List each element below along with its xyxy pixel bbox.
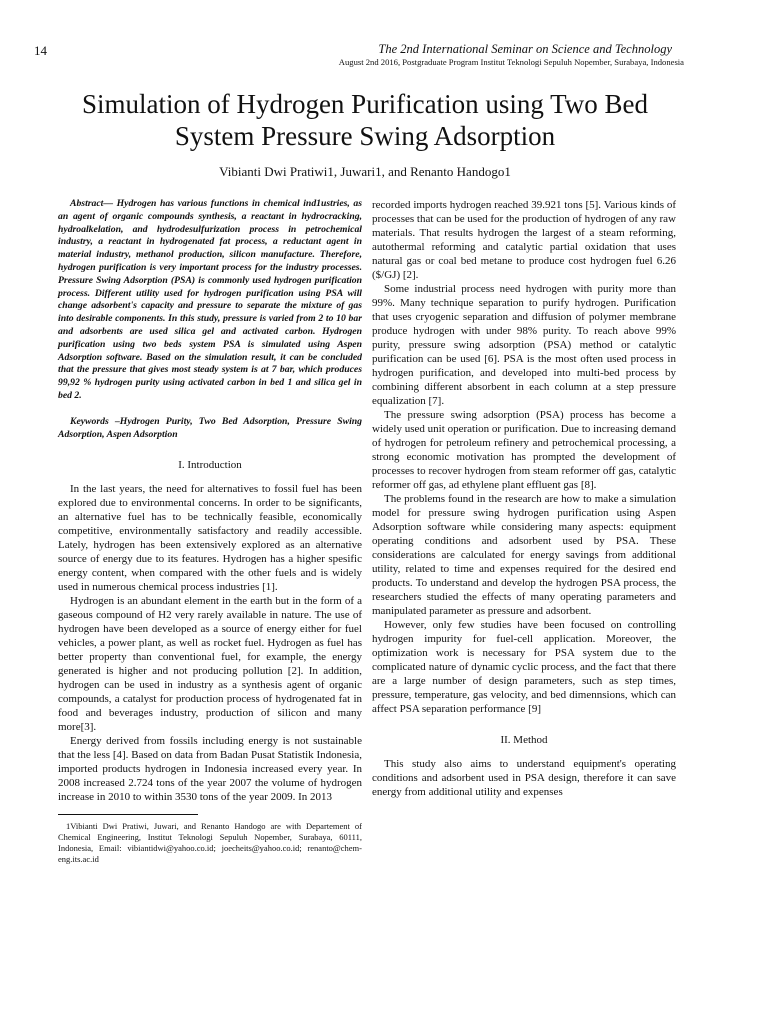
footnote: 1Vibianti Dwi Pratiwi, Juwari, and Renanto Handogo are with Departement of Chemical Engineering, Institut Teknologi Sepuluh Nopember, Surabaya, 60111, Indonesia, Email: vibiantidwi@yahoo.co.id; joecheits@yahoo.co.id; renanto@chem-eng.its.ac.id: [58, 821, 362, 864]
footnote-rule: [58, 814, 198, 815]
left-column: [58, 198, 362, 865]
body-paragraph: In the last years, the need for alternatives to fossil fuel has been explored due to environmental concerns. In order to be significants, an alternative fuel has to be technically feasible, economically competitive, environmentally satisfactory and readily accessible. Lately, hydrogen has been extensively explored as an alternative source of energy due to its features. Hydrogen has a higher spesific energy content, when compared with the other fuels and is widely used in numerous chemical process industries [1].: [58, 483, 362, 594]
page-number: 14: [34, 43, 47, 58]
section-heading-method: II. Method: [500, 734, 548, 746]
body-paragraph: This study also aims to understand equipment's operating conditions and adsorbent used in PSA design, therefore it can save energy from additional utility and expenses: [372, 758, 676, 798]
right-column: [372, 198, 676, 799]
section-heading-introduction: I. Introduction: [178, 459, 242, 472]
body-paragraph: The problems found in the research are how to make a simulation model for pressure swing hydrogen purification using Aspen Adsorption software while considering many aspects: equipment operating conditions and adsorbent used by PSA. These considerations are calculated for energy savings from additional utility, related to time and expenses required for the desired end products. To understand and develop the hydrogen PSA process, the researchers studied the effects of many operating parameters and manipulated parameter as pressure and adsorbent.: [372, 493, 676, 617]
body-paragraph: Energy derived from fossils including energy is not sustainable that the less [4]. Based on data from Badan Pusat Statistik Indonesia, imported products hydrogen in Indonesia increased every year. In 2008 increased 2.724 tons of the year 2007 the volume of hydrogen increase in 2010 to within 3530 tons of the year 2009. In 2013: [58, 735, 362, 804]
paper-title: Simulation of Hydrogen Purification using Two Bed System Pressure Swing Adsorption: [81, 89, 649, 151]
body-paragraph: Hydrogen is an abundant element in the earth but in the form of a gaseous compound of H2 very rarely available in nature. The use of hydrogen have been developed as a source of energy either for fuel vehicles, a power plant, as well as rocket fuel. Hydrogen as fuel has better property than conventional fuel, for example, the energy generated is higher and not producing pollution [2]. In addition, hydrogen can be used in industry as a synthesis agent of organic compounds, a catalyst for production process of hydrogenated fat in food and beverages industry, production of silicon and many more[3].: [58, 595, 362, 734]
body-paragraph: However, only few studies have been focused on controlling hydrogen impurity for fuel-cell application. Moreover, the optimization work is necessary for PSA system due to the complicated nature of dynamic cyclic process, and the fact that there are a large number of design parameters, such as step times, pressure, temperature, gas velocity, and bed dimennsions, which can affect PSA separation performance [9]: [372, 619, 676, 715]
author-list: Vibianti Dwi Pratiwi1, Juwari1, and Renanto Handogo1: [219, 164, 511, 179]
conference-title: The 2nd International Seminar on Science and Technology: [378, 42, 672, 56]
abstract: Abstract— Hydrogen has various functions in chemical ind1ustries, as an agent of organic compounds synthesis, a reactant in hydrocracking, hydroalkelation, and hydrodesulfurization process in petrochemical industry, a reactant in hydrogenated fat process, a reductant agent in material industry, methanol production, silicon manufacture. Therefore, hydrogen purification is very important process for the industry processes. Pressure Swing Adsorption (PSA) is commonly used hydrogen purification process. Different utility used for hydrogen purification using PSA will change adsorbent's capacity and pressure to separate the mixture of gas into desirable components. In this study, pressure is varied from 2 to 10 bar and adsorbents are used silica gel and activated carbon. Hydrogen purification using two beds system PSA is simulated using Aspen Adsorption software. Based on the simulation result, it can be concluded that the pressure that gives most steady system is at 7 bar, which produces 99,92 % hydrogen purity using activated carbon in bed 1 and silica gel in bed 2.: [58, 198, 362, 401]
body-paragraph: The pressure swing adsorption (PSA) process has become a widely used unit operation or purification. Due to increasing demand of hydrogen for petroleum refinery and petrochemical processing, a strong economic motivation has prompted the development of processes to recover hydrogen from steam reformer off gas, catalytic reformer off gas, ad ethylene plant effluent gas [8].: [372, 409, 676, 491]
body-paragraph: Some industrial process need hydrogen with purity more than 99%. Many technique separation to purify hydrogen. Purification that uses cryogenic separation and diffusion of polymer membrane produce hydrogen with under 98% purity. To reach above 99% purity, pressure swing adsorption (PSA) method or catalytic purification can be used [6]. PSA is the most often used process in hydrogen purification, and developed into multi-bed process by combining different absorbent in each column at a step pressure equalization [7].: [372, 283, 676, 407]
conference-date-venue: August 2nd 2016, Postgraduate Program Institut Teknologi Sepuluh Nopember, Surabaya, Indonesia: [338, 57, 684, 67]
keywords: Keywords –Hydrogen Purity, Two Bed Adsorption, Pressure Swing Adsorption, Aspen Adsorption: [58, 415, 362, 440]
body-paragraph: recorded imports hydrogen reached 39.921 tons [5]. Various kinds of processes that can be used for the production of hydrogen of any raw materials. That results hydrogen the largest of a steam reforming, autothermal reforming and catalytic partial oxidation that uses natural gas or coal bed metane to produce cost hydrogen fuel 6.26 ($/GJ) [2].: [372, 199, 676, 281]
